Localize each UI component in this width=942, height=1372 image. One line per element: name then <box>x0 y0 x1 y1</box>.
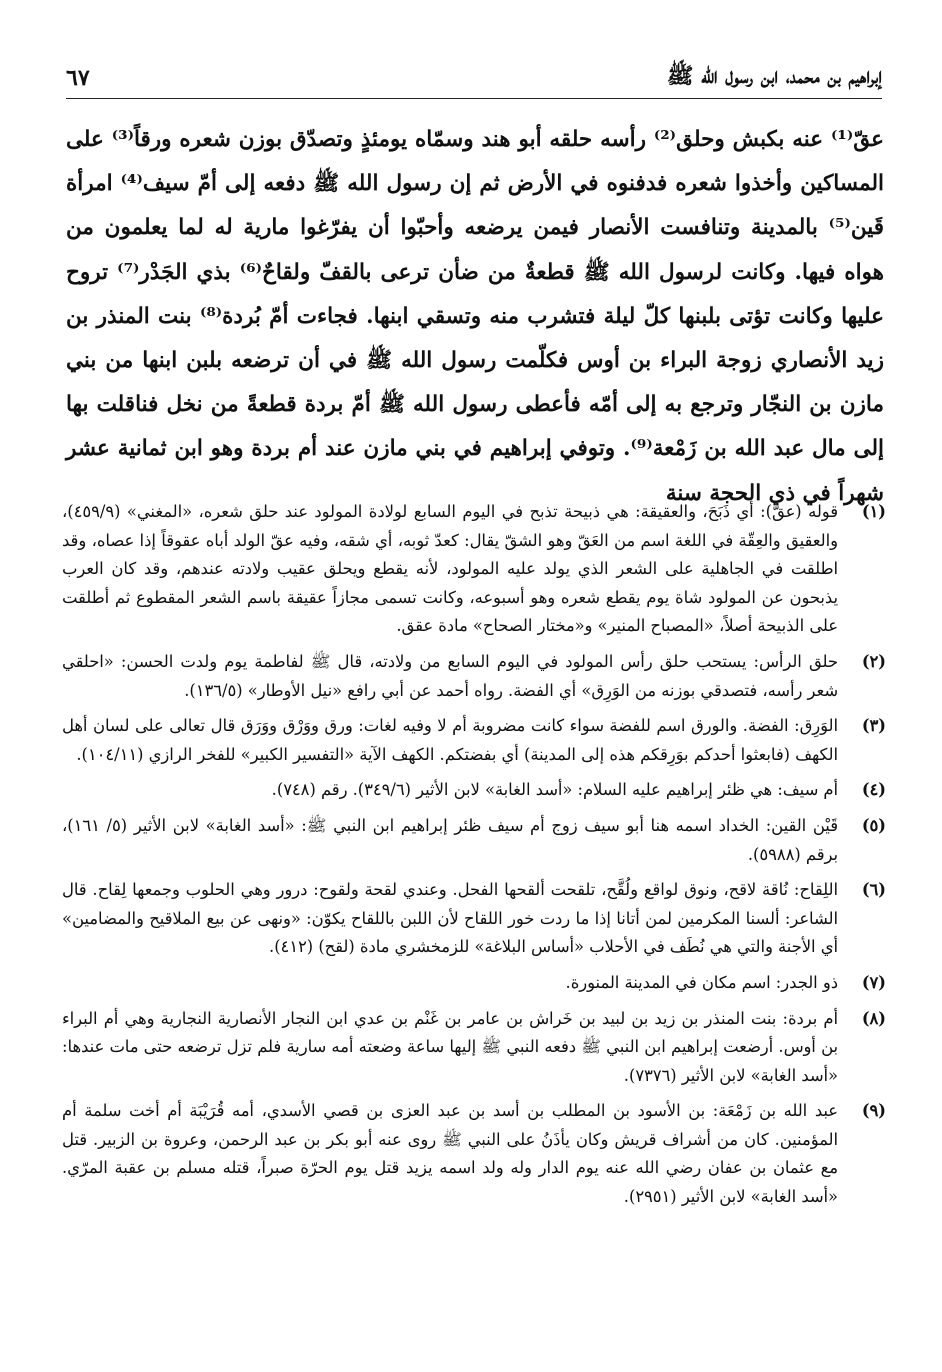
footnote-text: الوَرِق: الفضة. والورق اسم للفضة سواء كانت مضروبة أم لا وفيه لغات: ورق ووَرْق ووَرَق قال تعالى على لسان أهل الكهف (فابعثوا أحدكم بوَرِقكم هذه إلى المدينة) أي بفضتكم. الكهف الآية «التفسير الكبير» للفخر الرازي (١٠٤/١١). <box>62 716 838 764</box>
footnote-text: حلق الرأس: يستحب حلق رأس المولود في اليوم السابع من ولادته، قال ﷺ لفاطمة يوم ولدت الحسن: «احلقي شعر رأسه، فتصدقي بوزنه من الوَرِق» أي الفضة. رواه أحمد عن أبي رافع «نيل الأوطار» (١٣٦/٥). <box>62 651 838 700</box>
footnote-6 <box>62 876 886 962</box>
footnote-2 <box>62 648 886 705</box>
footnote-text: قَيْن القين: الخداد اسمه هنا أبو سيف زوج أم سيف ظئر إبراهيم ابن النبي ﷺ: «أسد الغابة» لابن الأثير (٥/ ١٦١)، برقم (٥٩٨٨). <box>62 815 838 864</box>
main-text-block <box>66 118 884 516</box>
footnote-8 <box>62 1005 886 1091</box>
footnote-text: أم سيف: هي ظئر إبراهيم عليه السلام: «أسد الغابة» لابن الأثير (٣٤٩/٦). رقم (٧٤٨). <box>271 780 838 800</box>
running-title: إبراهيم بن محمد، ابن رسول الله ﷺ <box>666 63 882 89</box>
footnotes-section <box>62 498 886 1219</box>
footnote-number: (٨) <box>861 1008 886 1028</box>
footnote-text: اللِقاح: نُاقة لاقح، ونوق لواقع ولُقَّح، تلقحت ألقحها الفحل. وعندي لقحة ولقوح: درور وهي الحلوب وجمعها لِقاح. قال الشاعر: ألسنا المكرمين لمن أتانا إذا ما ردت خور اللقاح لأن اللبن باللقاح يكوّن: «ونهى عن بيع الملاقيح والمضامين» أي الأجنة والتي هي نُطَف في الأحلاب «أساس البلاغة» للزمخشري مادة (لقح) (٤١٢). <box>62 880 838 957</box>
footnote-7 <box>62 969 886 998</box>
footnote-number: (٧) <box>861 972 886 992</box>
footnote-text: عبد الله بن زَمْعَة: بن الأسود بن المطلب بن أسد بن عبد العزى بن قصي الأسدي، أمه قُرَيْبَة أم أخت سلمة أم المؤمنين. كان من أشراف قريش وكان يأذَنُ على النبي ﷺ روى عنه أبو بكر بن عبد الرحمن، وعروة بن الزبير. قتل مع عثمان بن عفان رضي الله عنه يوم الدار وله ولد اسمه يزيد قتل يوم الحرّة صبراً، قتله مسلم بن عقبة المرّي. «أسد الغابة» لابن الأثير (٢٩٥١). <box>62 1101 838 1207</box>
footnote-5 <box>62 812 886 869</box>
footnote-text: ذو الجدر: اسم مكان في المدينة المنورة. <box>565 972 838 992</box>
footnote-number: (٦) <box>861 880 886 900</box>
footnote-text: أم بردة: بنت المنذر بن زيد بن لبيد بن خَراش بن عامر بن غَنْم بن عدي ابن النجار الأنصارية النجارية وهي أم البراء بن أوس. أرضعت إبراهيم ابن النبي ﷺ دفعه النبي ﷺ إليها ساعة وضعته أمه سارية فلم تزل ترضعه حتى مات عندها: «أسد الغابة» لابن الأثير (٧٣٧٦). <box>62 1008 838 1085</box>
footnote-9 <box>62 1097 886 1211</box>
page-number: ٦٧ <box>66 65 90 91</box>
footnote-4 <box>62 776 886 805</box>
footnote-number: (٣) <box>861 716 886 736</box>
footnote-number: (٥) <box>861 815 886 835</box>
footnote-number: (٩) <box>861 1101 886 1121</box>
footnote-3 <box>62 712 886 769</box>
page-header <box>66 58 882 99</box>
footnote-1 <box>62 498 886 641</box>
footnote-text: قوله (عقّ): أي ذَبَحَ، والعقيقة: هي ذبيحة تذبح في اليوم السابع لولادة المولود عند حلق شعره، «المغني» (٤٥٩/٩)، والعقيق والعِقّة في اللغة اسم من العَقّ وهو الشقّ يقال: كعدّ ثوبه، أي شقه، وفيه عقّ الولد أباه عقوقاً إذا عصاه، وقد اطلقت في الجاهلية على الشعر الذي يولد عليه المولود، لأنه يقطع ويحلق عقيب ولادته عندهم، وقد كان العرب يذبحون عن المولود شاة يوم يقطع شعره وهو أسبوعه، وكانت تسمى مجازاً عقيقة باسم الشعر المقطوع ثم أطلقت على الذبيحة أصلاً، «المصباح المنير» و«مختار الصحاح» مادة عقق. <box>62 502 838 636</box>
footnote-number: (١) <box>861 502 886 521</box>
footnote-number: (٢) <box>861 651 886 671</box>
body-paragraph: عقّ⁽¹⁾ عنه بكبش وحلق⁽²⁾ رأسه حلقه أبو هند وسمّاه يومئذٍ وتصدّق بوزن شعره ورقاً⁽³⁾ على المساكين وأخذوا شعره فدفنوه في الأرض ثم إن رسول الله ﷺ دفعه إلى أمّ سيف⁽⁴⁾ امرأة قَين⁽⁵⁾ بالمدينة وتنافست الأنصار فيمن يرضعه وأحبّوا أن يفرّغوا مارية له لما يعلمون من هواه فيها. وكانت لرسول الله ﷺ قطعةٌ من ضأن ترعى بالقفّ ولقاحٌ⁽⁶⁾ بذي الجَدْر⁽⁷⁾ تروح عليها وكانت تؤتى بلبنها كلّ ليلة فتشرب منه وتسقي ابنها. فجاءت أمّ بُردة⁽⁸⁾ بنت المنذر بن زيد الأنصاري زوجة البراء بن أوس فكلّمت رسول الله ﷺ في أن ترضعه بلبن ابنها من بني مازن بن النجّار وترجع به إلى أمّه فأعطى رسول الله ﷺ أمّ بردة قطعةً من نخل فناقلت بها إلى مال عبد الله بن زَمْعة⁽⁹⁾. وتوفي إبراهيم في بني مازن عند أم بردة وهو ابن ثمانية عشر شهراً في ذي الحجة سنة <box>66 127 885 506</box>
footnote-number: (٤) <box>861 780 886 800</box>
